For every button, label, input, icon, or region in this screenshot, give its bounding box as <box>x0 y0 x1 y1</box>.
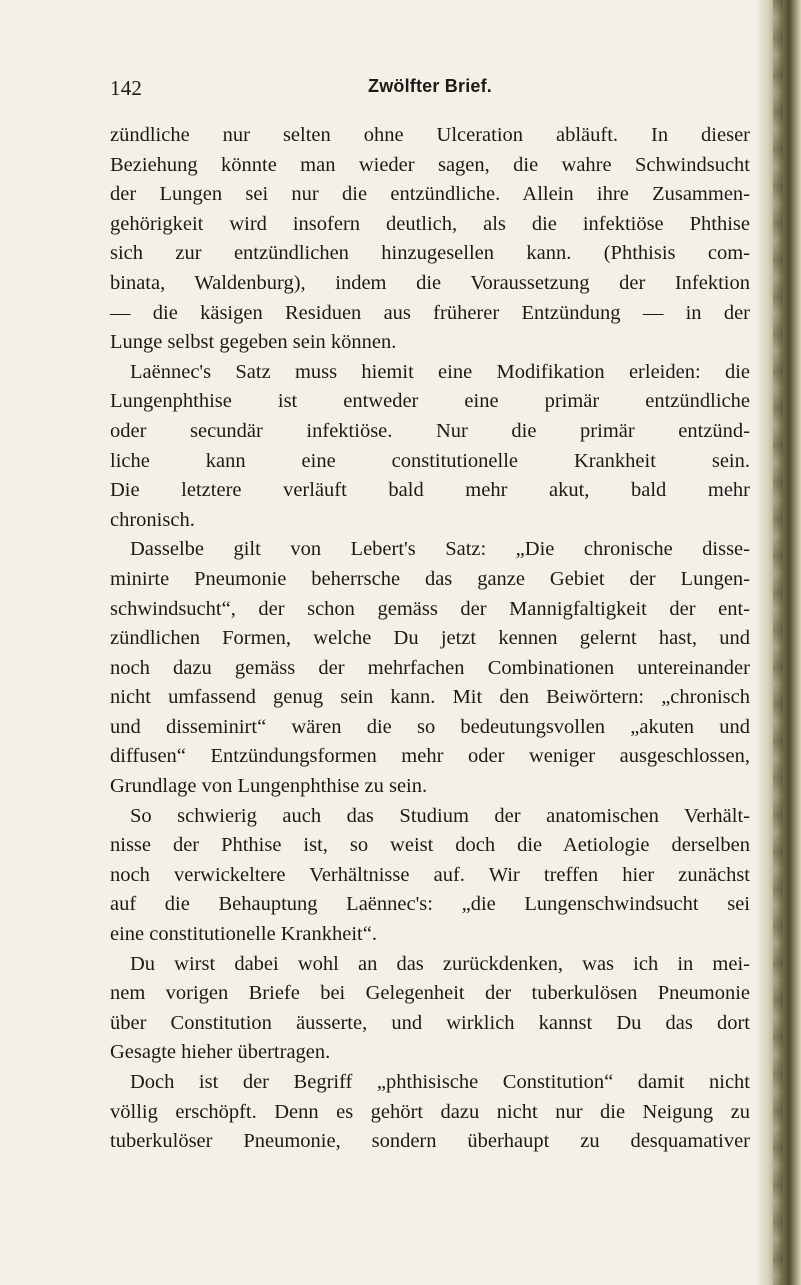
text-line: nicht umfassend genug sein kann. Mit den Beiwörtern: „chronisch <box>110 686 750 709</box>
text-line: Laënnec's Satz muss hiemit eine Modifikation erleiden: die <box>130 360 750 383</box>
text-line: binata, Waldenburg), indem die Voraussetzung der Infektion <box>110 271 750 294</box>
text-line: schwindsucht“, der schon gemäss der Mannigfaltigkeit der ent- <box>110 597 750 620</box>
text-line: Doch ist der Begriff „phthisische Constitution“ damit nicht <box>130 1071 750 1093</box>
text-line: völlig erschöpft. Denn es gehört dazu nicht nur die Neigung zu <box>110 1100 750 1123</box>
text-line: über Constitution äusserte, und wirklich kannst Du das dort <box>110 1011 750 1034</box>
text-line: der Lungen sei nur die entzündliche. Allein ihre Zusammen- <box>110 183 750 206</box>
text-line: So schwierig auch das Studium der anatomischen Verhält- <box>130 804 750 827</box>
text-line: nisse der Phthise ist, so weist doch die Aetiologie derselben <box>110 834 750 857</box>
text-line: liche kann eine constitutionelle Krankheit sein. <box>110 449 750 472</box>
body-text <box>110 121 750 1157</box>
page-number: 142 <box>110 76 143 100</box>
text-line: Gesagte hieher übertragen. <box>110 1041 331 1064</box>
text-line: gehörigkeit wird insofern deutlich, als die infektiöse Phthise <box>110 212 750 235</box>
text-line: eine constitutionelle Krankheit“. <box>110 923 377 946</box>
text-line: auf die Behauptung Laënnec's: „die Lungenschwindsucht sei <box>110 893 750 916</box>
text-line: diffusen“ Entzündungsformen mehr oder weniger ausgeschlossen, <box>110 745 750 768</box>
text-line: minirte Pneumonie beherrsche das ganze Gebiet der Lungen- <box>110 567 750 590</box>
text-line: sich zur entzündlichen hinzugesellen kann. (Phthisis com- <box>110 242 750 265</box>
text-line: Die letztere verläuft bald mehr akut, bald mehr <box>110 479 750 502</box>
text-line: Du wirst dabei wohl an das zurückdenken, was ich in mei- <box>130 952 750 975</box>
text-line: zündliche nur selten ohne Ulceration abläuft. In dieser <box>110 124 750 146</box>
running-head: Zwölfter Brief. <box>368 76 493 96</box>
text-line: Beziehung könnte man wieder sagen, die wahre Schwindsucht <box>110 153 750 176</box>
text-line: noch dazu gemäss der mehrfachen Combinationen untereinander <box>110 656 750 679</box>
text-line: Dasselbe gilt von Lebert's Satz: „Die chronische disse- <box>130 538 750 561</box>
text-line: oder secundär infektiöse. Nur die primär entzünd- <box>110 419 750 442</box>
text-line: Grundlage von Lungenphthise zu sein. <box>110 775 428 798</box>
text-line: Lungenphthise ist entweder eine primär entzündliche <box>110 390 750 413</box>
text-line: zündlichen Formen, welche Du jetzt kennen gelernt hast, und <box>110 627 750 650</box>
page-binding-edge <box>755 0 801 1285</box>
text-line: noch verwickeltere Verhältnisse auf. Wir treffen hier zunächst <box>110 863 750 886</box>
text-line: chronisch. <box>110 508 195 531</box>
text-line: Lunge selbst gegeben sein können. <box>110 331 397 354</box>
text-line: und disseminirt“ wären die so bedeutungsvollen „akuten und <box>110 715 750 738</box>
text-line: nem vorigen Briefe bei Gelegenheit der tuberkulösen Pneumonie <box>110 982 750 1005</box>
text-line: tuberkulöser Pneumonie, sondern überhaupt zu desquamativer <box>110 1130 750 1153</box>
page-header <box>110 76 750 106</box>
text-line: — die käsigen Residuen aus früherer Entzündung — in der <box>110 301 750 324</box>
